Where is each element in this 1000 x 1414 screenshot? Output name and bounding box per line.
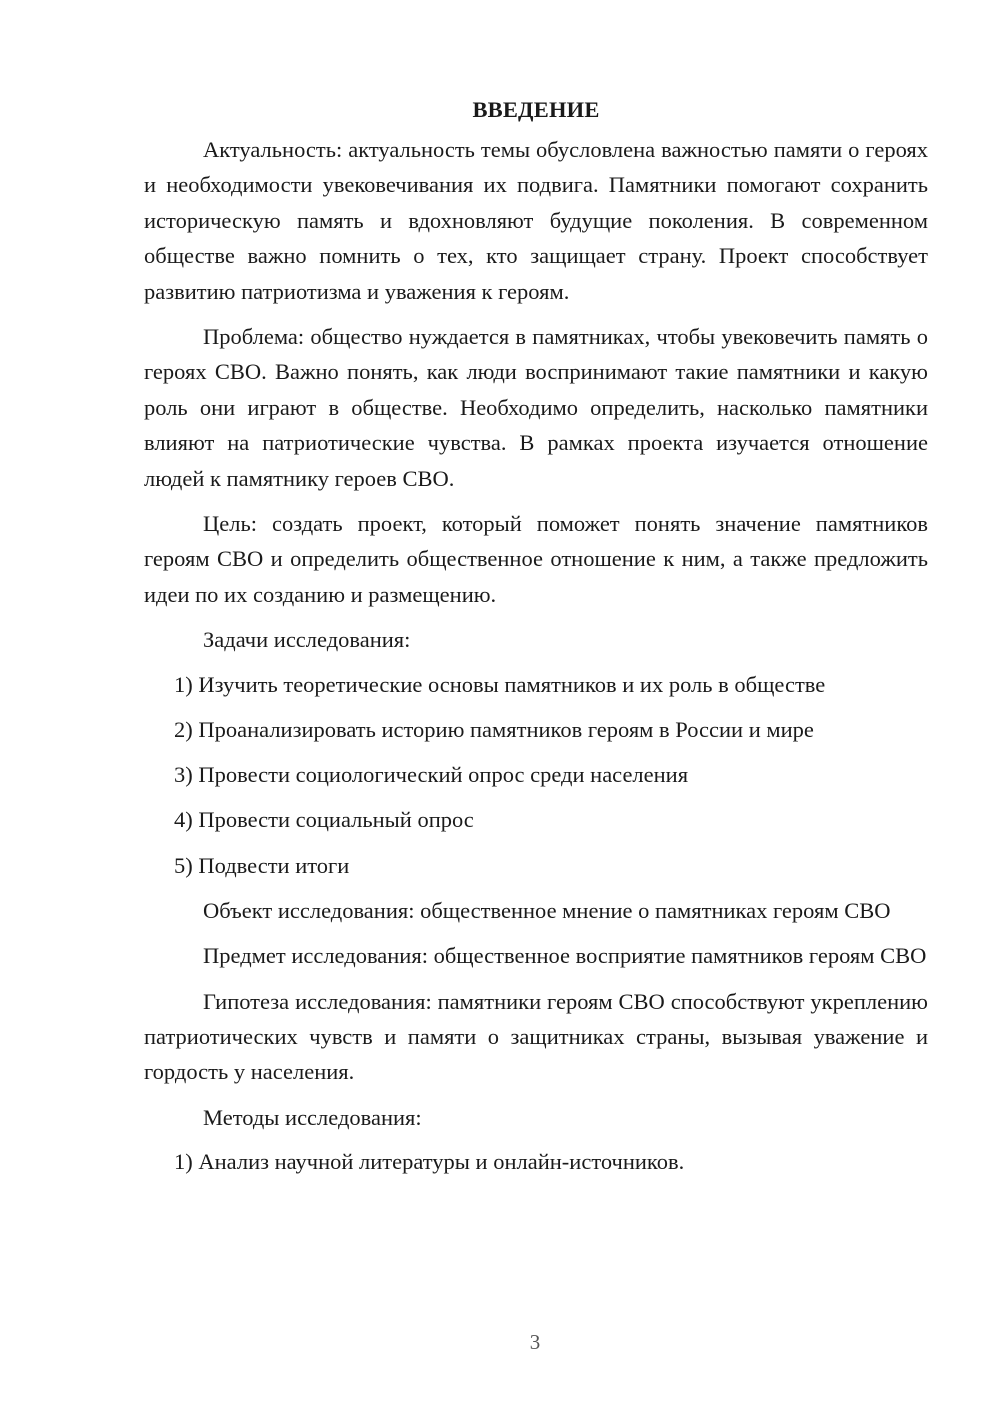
list-item: 2) Проанализировать историю памятников героям в России и мире (174, 716, 814, 742)
page-content (144, 92, 928, 1189)
paragraph-relevance: Актуальность: актуальность темы обусловлена важностью памяти о героях и необходимости увековечивания их подвига. Памятники помогают сохранить историческую память и вдохновляют будущие поколения. В современном обществе важно помнить о тех, кто защищает страну. Проект способствует развитию патриотизма и уважения к героям. (144, 137, 928, 304)
section-title: ВВЕДЕНИЕ (472, 97, 600, 122)
paragraph-goal: Цель: создать проект, который поможет понять значение памятников героям СВО и определить общественное отношение к ним, а также предложить идеи по их созданию и размещению. (144, 511, 928, 607)
list-item: 3) Провести социологический опрос среди населения (174, 762, 689, 788)
paragraph-object: Объект исследования: общественное мнение о памятниках героям СВО (203, 897, 891, 923)
tasks-heading: Задачи исследования: (203, 627, 411, 653)
list-item: 1) Изучить теоретические основы памятников и их роль в обществе (174, 671, 826, 697)
methods-heading: Методы исследования: (203, 1104, 422, 1130)
paragraph-hypothesis: Гипотеза исследования: памятники героям СВО способствуют укреплению патриотических чувств и памяти о защитниках страны, вызывая уважение и гордость у населения. (144, 988, 928, 1085)
page-number: 3 (529, 1330, 541, 1354)
list-item: 4) Провести социальный опрос (174, 807, 474, 833)
list-item: 5) Подвести итоги (174, 852, 350, 878)
methods-list (144, 1144, 928, 1179)
tasks-list (144, 667, 928, 883)
paragraph-problem: Проблема: общество нуждается в памятниках, чтобы увековечить память о героях СВО. Важно понять, как люди воспринимают такие памятники и какую роль они играют в обществе. Необходимо определить, насколько памятники влияют на патриотические чувства. В рамках проекта изучается отношение людей к памятнику героев СВО. (144, 324, 928, 491)
paragraph-subject: Предмет исследования: общественное восприятие памятников героям СВО (203, 943, 927, 969)
list-item: 1) Анализ научной литературы и онлайн-источников. (174, 1149, 685, 1175)
